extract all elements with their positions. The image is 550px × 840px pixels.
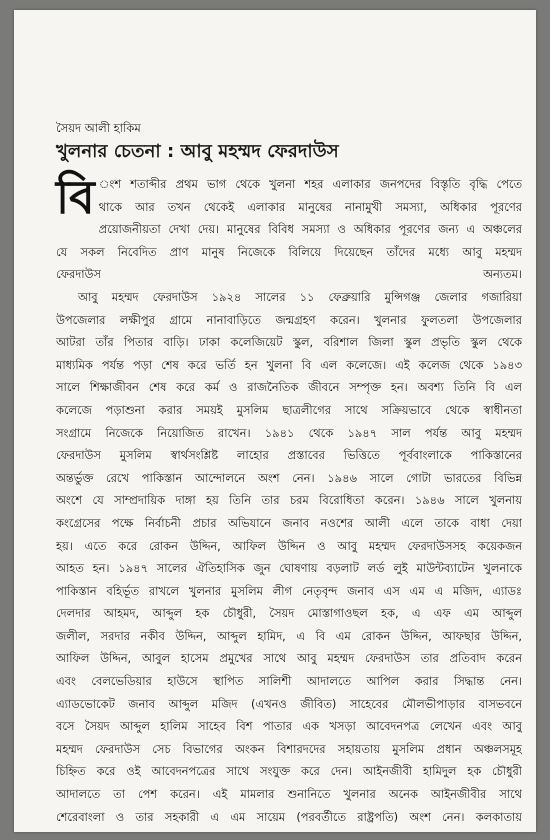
text-line: আটরা তাঁর পিতার বাড়ি। ঢাকা কলেজিয়েট স্কুল, বরিশাল জিলা স্কুল প্রভৃতি স্কুল থেকে [56,335,522,350]
text-line: এ্যাডভোকেট জনাব আব্দুল মজিদ (এখনও জীবিত) সাহেবের মৌলভীপাড়ার বাসভবনে [56,696,522,711]
text-line: যে সকল নিবেদিত প্রাণ মানুষ নিজেকে বিলিয়ে দিয়েছেন তাঁদের মধ্যে আবু মহম্মদ [56,244,522,259]
page-content [56,120,522,828]
text-line: সংগ্রামে নিজেকে নিয়োজিত রাখেন। ১৯৪১ থেকে ১৯৪৭ সাল পর্যন্ত আবু মহম্মদ [56,425,522,440]
text-line: ংশ শতাব্দীর প্রথম ভাগ থেকে খুলনা শহর এলাকার জনপদের বিস্তৃতি বৃদ্ধি পেতে [98,177,522,191]
text-line: অন্তর্ভুক্ত রেখে পাকিস্তান আন্দোলনে অংশ নেন। ১৯৪৬ সালে গোটা ভারতের বিভিন্ন [56,470,522,485]
text-line: প্রয়োজনীয়তা দেখা দেয়। মানুষের বিবিধ সমস্যা ও অধিকার পূরণের জন্য এ অঞ্চলের [98,222,522,237]
text-line: শেরেবাংলা ও তার সহকারী এ এম সায়েম (পরবর্তীতে রাষ্ট্রপতি) অংশ নেন। কলকাতায় [56,809,522,824]
text-line: চিহ্নিত করে ওই আবেদনপত্রের সাথে সংযুক্ত করে দেন। আইনজীবী হামিদুল হক চৌধুরী [56,764,522,779]
drop-cap: বি [56,170,95,224]
paragraph-2 [56,286,522,828]
book-page [14,10,536,832]
text-line: থাকে আর তখন থেকেই এলাকার মানুষের নানামুখী সমস্যা, অধিকার পূরণের [98,199,522,214]
text-line: বসে সৈয়দ আব্দুল হালিম সাহেব বিশ পাতার এক খসড়া আবেদনপত্র লেখেন এবং আবু [56,719,522,734]
text-line: অংশে যে সাম্প্রদায়িক দাঙ্গা হয় তিনি তার চরম বিরোধিতা করেন। ১৯৪৬ সালে খুলনায় [56,493,522,508]
text-line: কলেজে পড়াশুনা করার সময়ই মুসলিম ছাত্রলীগের সাথে সক্রিয়ভাবে থেকে স্বাধীনতা [56,402,522,417]
text-line: আবু মহম্মদ ফেরদাউস ১৯২৪ সালের ১১ ফেব্রুয়ারি মুন্সিগঞ্জ জেলার গজারিয়া [78,289,522,304]
text-line: সালে শিক্ষাজীবন শেষ করে কর্ম ও রাজনৈতিক জীবনে সম্পৃক্ত হন। অবশ্য তিনি বি এল [56,380,522,395]
text-line: পাকিস্তান বহির্ভূত রাখলে খুলনার মুসলিম লীগ নেতৃবৃন্দ জনাব এস এম এ মজিদ, এ্যাডঃ [56,583,522,598]
text-line: কংগ্রেসের পক্ষে নির্বাচনী প্রচার অভিযানে জনাব নওশের আলী এলে তাকে বাধা দেয়া [56,515,522,530]
text-line: এবং বেলভেডিয়ার হাউসে স্থাপিত সালিশী আদালতে আপিল করার সিদ্ধান্ত নেন। [56,674,522,689]
text-line: হয়। এতে করে রোকন উদ্দিন, আফিল উদ্দিন ও আবু মহম্মদ ফেরদাউসসহ কয়েকজন [56,538,522,553]
text-line: আফিল উদ্দিন, আবুল হাসেম প্রমুখের সাথে আবু মহম্মদ ফেরদাউস তার প্রতিবাদ করেন [56,651,522,666]
text-line: ফেরদাউস অন্যতম। [56,267,522,282]
chapter-title: খুলনার চেতনা : আবু মহম্মদ ফেরদাউস [56,141,339,162]
text-line: দেলদার আহমদ, আব্দুল হক চৌধুরী, সৈয়দ মোস্তাগাওছল হক, এ এফ এম আব্দুল [56,606,522,621]
text-line: ফেরদাউস মুসলিম স্বার্থসংশ্লিষ্ট লাহোর প্রস্তাবের ভিত্তিতে পূর্ববাংলাকে পাকিস্তানের [56,448,522,463]
text-line: আহত হন। ১৯৪৭ সালের ঐতিহাসিক জুন ঘোষণায় বড়লাট লর্ড লুই মাউন্টব্যাটেন খুলনাকে [56,561,522,576]
paragraph-1 [56,170,522,286]
text-line: মাধ্যমিক পর্যন্ত পড়া শেষ করে ভর্তি হন খুলনা বি এল কলেজে। এই কলেজ থেকে ১৯৪৩ [56,357,522,372]
text-line: উপজেলার লক্ষীপুর গ্রামে নানাবাড়িতে জন্মগ্রহণ করেন। খুলনার ফুলতলা উপজেলার [56,312,522,327]
author-name: সৈয়দ আলী হাকিম [56,121,141,135]
text-line: আদালতে তা পেশ করেন। এই মামলার শুনানিতে খুলনার অনেক আইনজীবীর সাথে [56,787,522,802]
text-line: মহম্মদ ফেরদাউস সেচ বিভাগের অংকন বিশারদদের সহায়তায় মুসলিম প্রধান অঞ্চলসমূহ [56,741,522,756]
text-line: জলীল, সরদার নকীব উদ্দিন, আব্দুল হামিদ, এ বি এম রোকন উদ্দিন, আফছার উদ্দিন, [56,628,522,643]
